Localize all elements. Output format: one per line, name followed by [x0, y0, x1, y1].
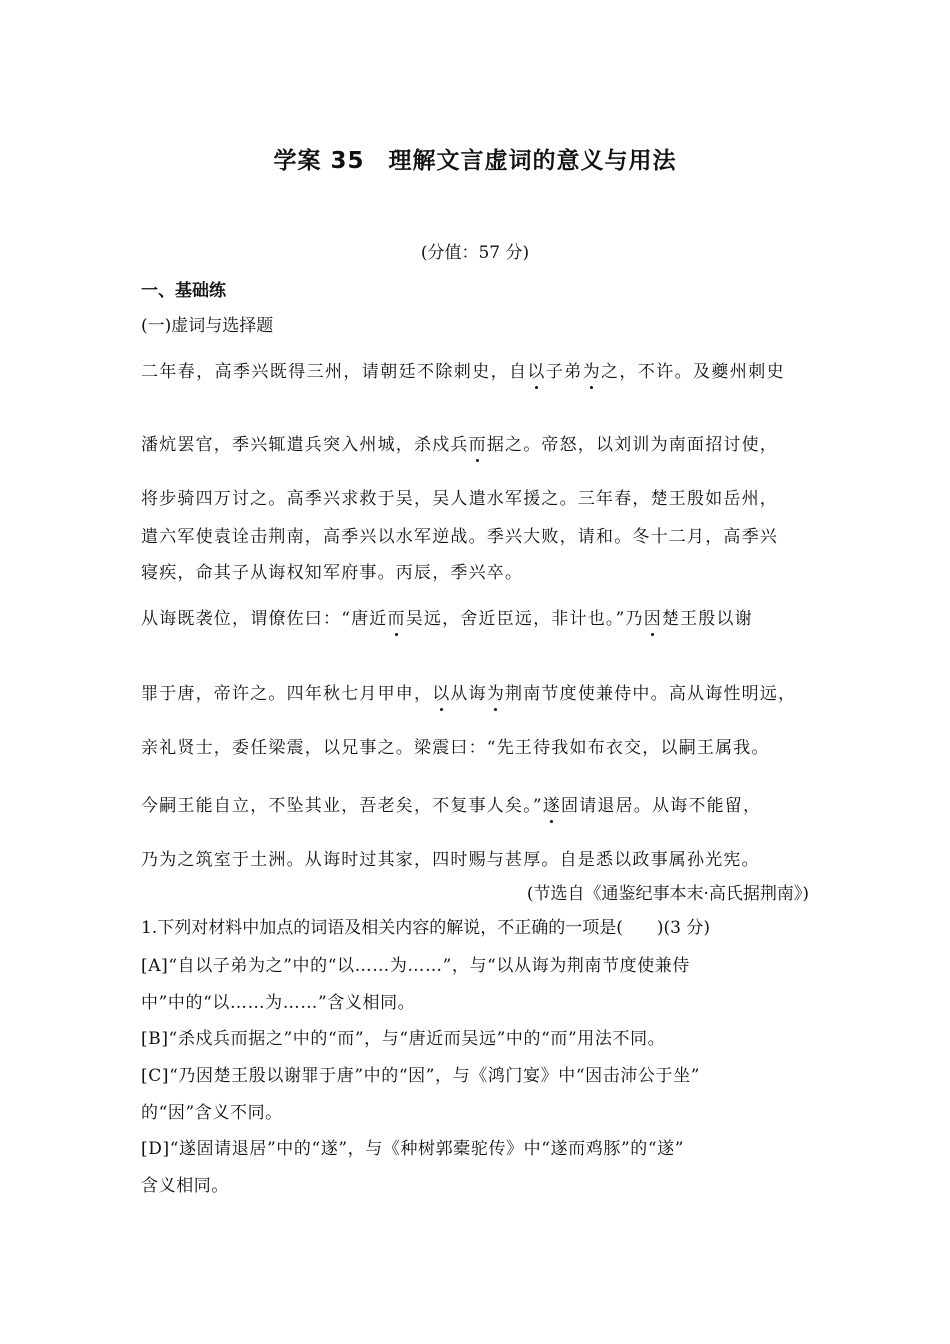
dotted-word: 遂	[542, 796, 561, 816]
passage-line-6: 从诲既袭位，谓僚佐曰：“唐近而吴远，舍近臣远，非计也。”乃因楚王殷以谢	[141, 609, 753, 629]
passage-line-4: 遣六军使袁诠击荆南，高季兴以水军逆战。季兴大败，请和。冬十二月，高季兴	[141, 527, 778, 547]
dotted-word: 因	[643, 609, 662, 629]
passage-line-2: 潘炕罢官，季兴辄遣兵突入州城，杀戍兵而据之。帝怒，以刘训为南面招讨使，	[141, 435, 779, 455]
dotted-word: 为	[582, 362, 602, 382]
dotted-word: 为	[486, 684, 506, 704]
question-stem: 1.下列对材料中加点的词语及相关内容的解说，不正确的一项是( )(3 分)	[141, 918, 710, 938]
passage-line-3: 将步骑四万讨之。高季兴求救于吴，吴人遣水军援之。三年春，楚王殷如岳州，	[141, 489, 778, 509]
passage-line-8: 亲礼贤士，委任梁震，以兄事之。梁震曰：“先王待我如布衣交，以嗣王属我。	[141, 738, 770, 758]
option-b: [B]“杀戍兵而据之”中的“而”，与“唐近而吴远”中的“而”用法不同。	[141, 1029, 666, 1049]
score-note: (分值：57 分)	[420, 243, 530, 263]
section-heading: 一、基础练	[141, 281, 226, 301]
dotted-word: 以	[527, 362, 546, 382]
passage-line-5: 寝疾，命其子从诲权知军府事。丙辰，季兴卒。	[141, 563, 524, 583]
option-a-line-1: [A]“自以子弟为之”中的“以……为……”，与“以从诲为荆南节度使兼侍	[141, 956, 690, 976]
passage-line-1: 二年春，高季兴既得三州，请朝廷不除刺史，自以子弟为之，不许。及夔州刺史	[141, 362, 786, 382]
passage-line-7: 罪于唐，帝许之。四年秋七月甲申，以从诲为荆南节度使兼侍中。高从诲性明远，	[141, 684, 797, 704]
option-d-line-1: [D]“遂固请退居”中的“遂”，与《种树郭橐驼传》中“遂而鸡豚”的“遂”	[141, 1139, 685, 1159]
option-d-line-2: 含义相同。	[141, 1176, 229, 1196]
dotted-word: 而	[468, 435, 487, 455]
passage-source: (节选自《通鉴纪事本末·高氏据荆南》)	[526, 884, 809, 904]
dotted-word: 而	[387, 609, 406, 629]
option-c-line-2: 的“因”含义不同。	[141, 1103, 283, 1123]
passage-line-9: 今嗣王能自立，不坠其业，吾老矣，不复事人矣。”遂固请退居。从诲不能留，	[141, 796, 762, 816]
option-c-line-1: [C]“乃因楚王殷以谢罪于唐”中的“因”，与《鸿门宴》中“因击沛公于坐”	[141, 1066, 701, 1086]
subsection-heading: (一)虚词与选择题	[141, 316, 274, 336]
passage-line-10: 乃为之筑室于土洲。从诲时过其家，四时赐与甚厚。自是悉以政事属孙光宪。	[141, 850, 760, 870]
dotted-word: 以	[432, 684, 451, 704]
page-title: 学案 35 理解文言虚词的意义与用法	[273, 148, 677, 174]
option-a-line-2: 中”中的“以……为……”含义相同。	[141, 993, 416, 1013]
